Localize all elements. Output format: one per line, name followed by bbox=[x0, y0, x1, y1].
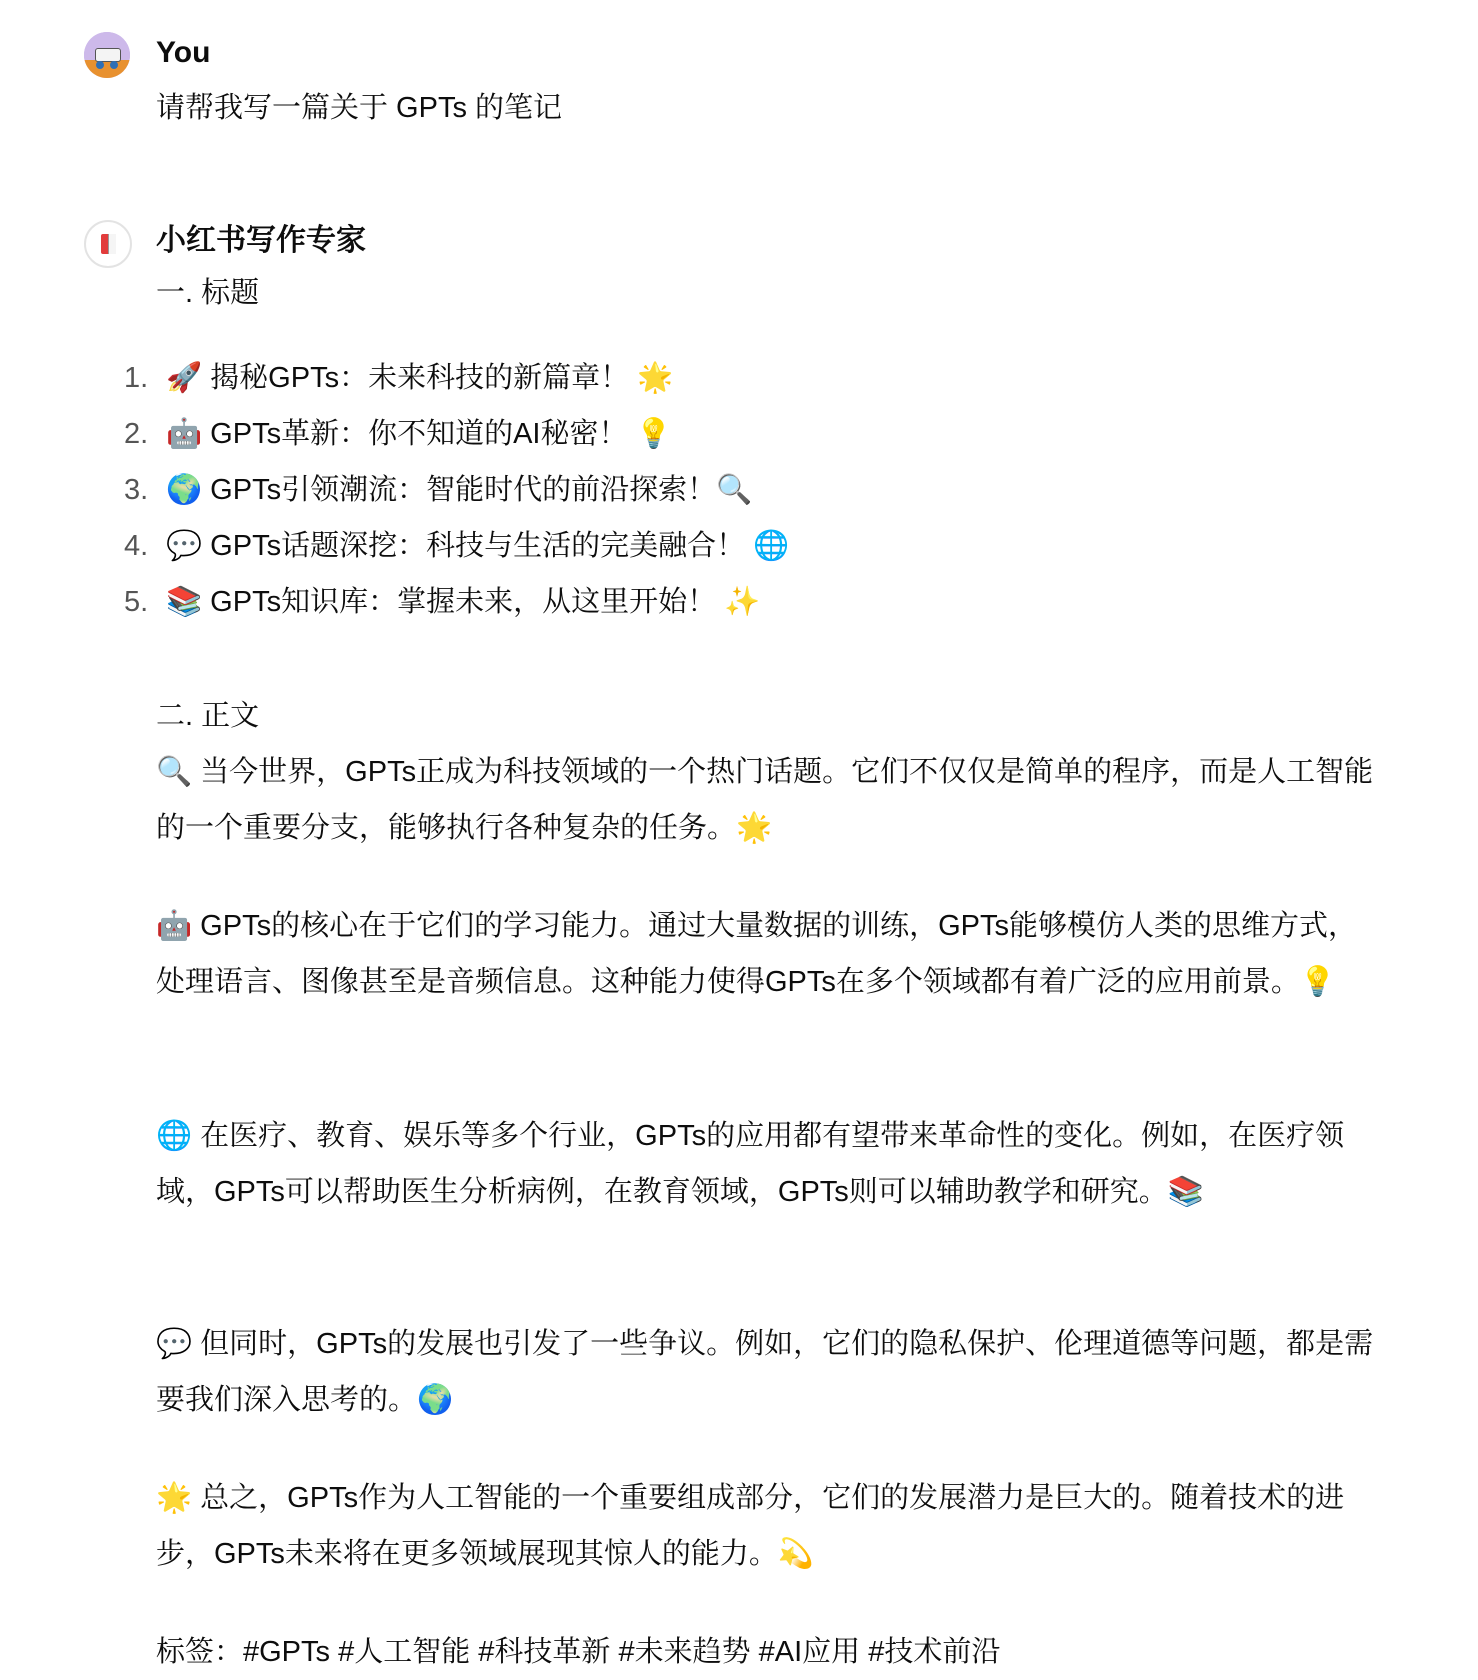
list-item bbox=[124, 462, 789, 518]
paragraph: 🤖 GPTs的核心在于它们的学习能力。通过大量数据的训练，GPTs能够模仿人类的思维方式，处理语言、图像甚至是音频信息。这种能力使得GPTs在多个领域都有着广泛的应用前景。💡 bbox=[156, 910, 1357, 998]
list-number: 5. bbox=[124, 586, 149, 618]
list-item bbox=[124, 518, 789, 574]
section-heading-titles: 一. 标题 bbox=[156, 277, 260, 309]
section-heading-body: 二. 正文 bbox=[156, 700, 260, 732]
list-number: 1. bbox=[124, 362, 149, 394]
paragraph: 🔍 当今世界，GPTs正成为科技领域的一个热门话题。它们不仅仅是简单的程序，而是人工智能的一个重要分支，能够执行各种复杂的任务。🌟 bbox=[156, 756, 1374, 844]
list-item bbox=[124, 574, 789, 630]
list-item bbox=[124, 350, 789, 406]
list-item-text: 💬 GPTs话题深挖：科技与生活的完美融合！ 🌐 bbox=[166, 530, 790, 562]
user-name: You bbox=[156, 36, 211, 69]
assistant-name: 小红书写作专家 bbox=[156, 224, 366, 257]
list-item-text: 🤖 GPTs革新：你不知道的AI秘密！ 💡 bbox=[166, 418, 672, 450]
paragraph: 🌟 总之，GPTs作为人工智能的一个重要组成部分，它们的发展潜力是巨大的。随着技术的进步，GPTs未来将在更多领域展现其惊人的能力。💫 bbox=[156, 1482, 1345, 1570]
list-number: 2. bbox=[124, 418, 149, 450]
title-list bbox=[124, 350, 789, 630]
tags-line: 标签：#GPTs #人工智能 #科技革新 #未来趋势 #AI应用 #技术前沿 bbox=[156, 1636, 1001, 1668]
list-number: 3. bbox=[124, 474, 149, 506]
user-message-text: 请帮我写一篇关于 GPTs 的笔记 bbox=[156, 92, 563, 124]
list-item-text: 🌍 GPTs引领潮流：智能时代的前沿探索！🔍 bbox=[166, 474, 753, 506]
assistant-avatar bbox=[84, 220, 132, 268]
paragraph: 🌐 在医疗、教育、娱乐等多个行业，GPTs的应用都有望带来革命性的变化。例如，在医疗领域，GPTs可以帮助医生分析病例，在教育领域，GPTs则可以辅助教学和研究。📚 bbox=[156, 1120, 1345, 1208]
list-item bbox=[124, 406, 789, 462]
paragraph: 💬 但同时，GPTs的发展也引发了一些争议。例如，它们的隐私保护、伦理道德等问题，都是需要我们深入思考的。🌍 bbox=[156, 1328, 1374, 1416]
list-item-text: 🚀 揭秘GPTs：未来科技的新篇章！ 🌟 bbox=[166, 362, 674, 394]
user-avatar bbox=[84, 32, 130, 78]
list-item-text: 📚 GPTs知识库：掌握未来，从这里开始！ ✨ bbox=[166, 586, 761, 618]
list-number: 4. bbox=[124, 530, 149, 562]
